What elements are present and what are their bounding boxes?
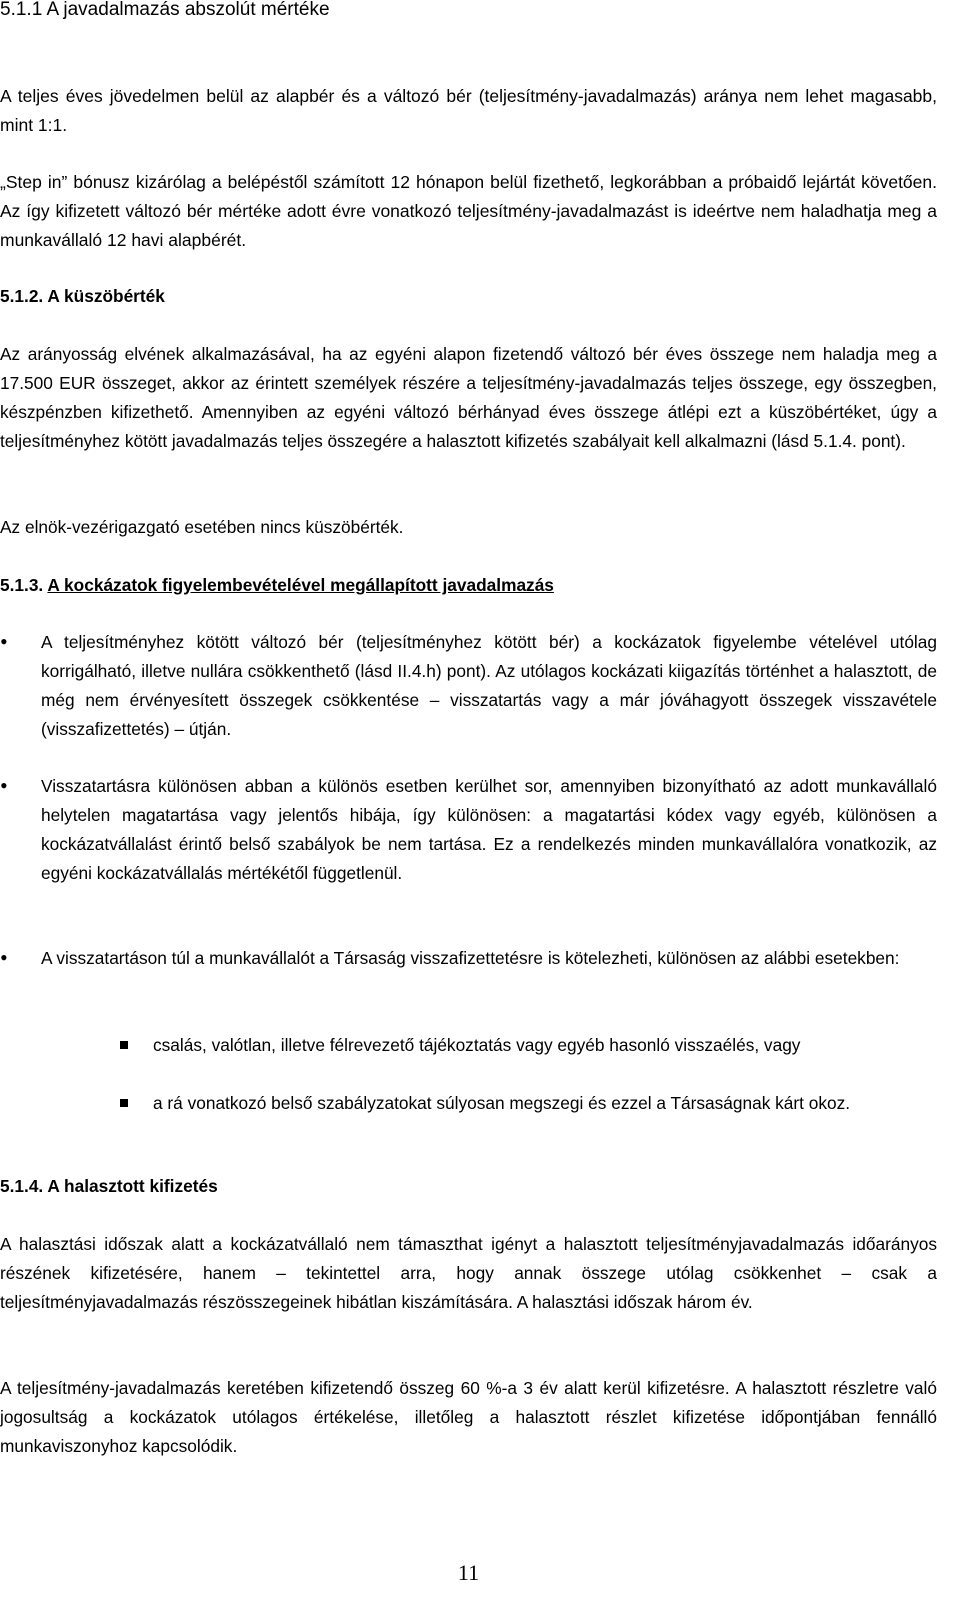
- section-heading-5-1-3: [0, 572, 937, 598]
- paragraph-step-in: „Step in” bónusz kizárólag a belépéstől számított 12 hónapon belül fizethető, legkorábban a próbaidő lejártát követően. Az így kifizetett változó bér mértéke adott évre vonatkozó teljesítmény-javadalmazást is ideértve nem haladhatja meg a munkavállaló 12 havi alapbérét.: [0, 172, 937, 250]
- square-bullet-icon: [120, 1099, 128, 1107]
- paragraph-threshold: Az arányosság elvének alkalmazásával, ha az egyéni alapon fizetendő változó bér éves összege nem haladja meg a 17.500 EUR összeget, akkor az érintett személyek részére a teljesítmény-javadalmazás teljes összege, egy összegben, készpénzben kifizethető. Amennyiben az egyéni változó bérhányad éves összege átlépi ezt a küszöbértéket, úgy a teljesítményhez kötött javadalmazás teljes összegére a halasztott kifizetés szabályait kell alkalmazni (lásd 5.1.4. pont).: [0, 344, 937, 451]
- paragraph-deferral-share: A teljesítmény-javadalmazás keretében kifizetendő összeg 60 %-a 3 év alatt kerül kifizetésre. A halasztott részletre való jogosultság a kockázatok utólagos értékelése, illetőleg a halasztott részlet kifizetése időpontjában fennálló munkaviszonyhoz kapcsolódik.: [0, 1378, 937, 1456]
- bullet-text: Visszatartásra különösen abban a különös esetben kerülhet sor, amennyiben bizonyítható az adott munkavállaló helytelen magatartása vagy jelentős hibája, így különösen: a magatartási kódex vagy egyéb, különösen a kockázatvállalást érintő belső szabályok be nem tartása. Ez a rendelkezés minden munkavállalóra vonatkozik, az egyéni kockázatvállalás mértékétől függetlenül.: [41, 776, 937, 883]
- bullet-icon: •: [0, 629, 8, 654]
- sub-bullet-text: csalás, valótlan, illetve félrevezető tájékoztatás vagy egyéb hasonló visszaélés, vagy: [153, 1035, 801, 1055]
- bullet-icon: •: [0, 945, 8, 970]
- bullet-icon: •: [0, 773, 8, 798]
- bullet-text: A visszatartáson túl a munkavállalót a Társaság visszafizettetésre is kötelezheti, különösen az alábbi esetekben:: [41, 948, 900, 968]
- section-heading-5-1-2: 5.1.2. A küszöbérték: [0, 286, 165, 306]
- section-number: 5.1.3.: [0, 575, 44, 595]
- section-title: A kockázatok figyelembevételével megállapított javadalmazás: [47, 575, 554, 595]
- bullet-text: A teljesítményhez kötött változó bér (teljesítményhez kötött bér) a kockázatok figyelembe vételével utólag korrigálható, illetve nullára csökkenthető (lásd II.4.h) pont). Az utólagos kockázati kiigazítás történhet a halasztott, de még nem érvényesített összegek csökkentése – visszatartás vagy a már jóváhagyott összegek visszavétele (visszafizettetés) – útján.: [41, 632, 937, 739]
- sub-bullet-text: a rá vonatkozó belső szabályzatokat súlyosan megszegi és ezzel a Társaságnak kárt okoz.: [153, 1093, 851, 1113]
- paragraph-deferral-period: A halasztási időszak alatt a kockázatvállaló nem támaszthat igényt a halasztott teljesítményjavadalmazás időarányos részének kifizetésére, hanem – tekintettel arra, hogy annak összege utólag csökkenhet – csak a teljesítményjavadalmazás részösszegeinek hibátlan kiszámítására. A halasztási időszak három év.: [0, 1234, 937, 1312]
- section-heading-5-1-1: 5.1.1 A javadalmazás abszolút mértéke: [0, 0, 330, 20]
- square-bullet-icon: [120, 1041, 128, 1049]
- paragraph-ceo-threshold: Az elnök-vezérigazgató esetében nincs küszöbérték.: [0, 517, 404, 537]
- paragraph-ratio: A teljes éves jövedelmen belül az alapbér és a változó bér (teljesítmény-javadalmazás) aránya nem lehet magasabb, mint 1:1.: [0, 86, 937, 135]
- page-number: 11: [457, 1560, 480, 1585]
- section-heading-5-1-4: 5.1.4. A halasztott kifizetés: [0, 1176, 218, 1196]
